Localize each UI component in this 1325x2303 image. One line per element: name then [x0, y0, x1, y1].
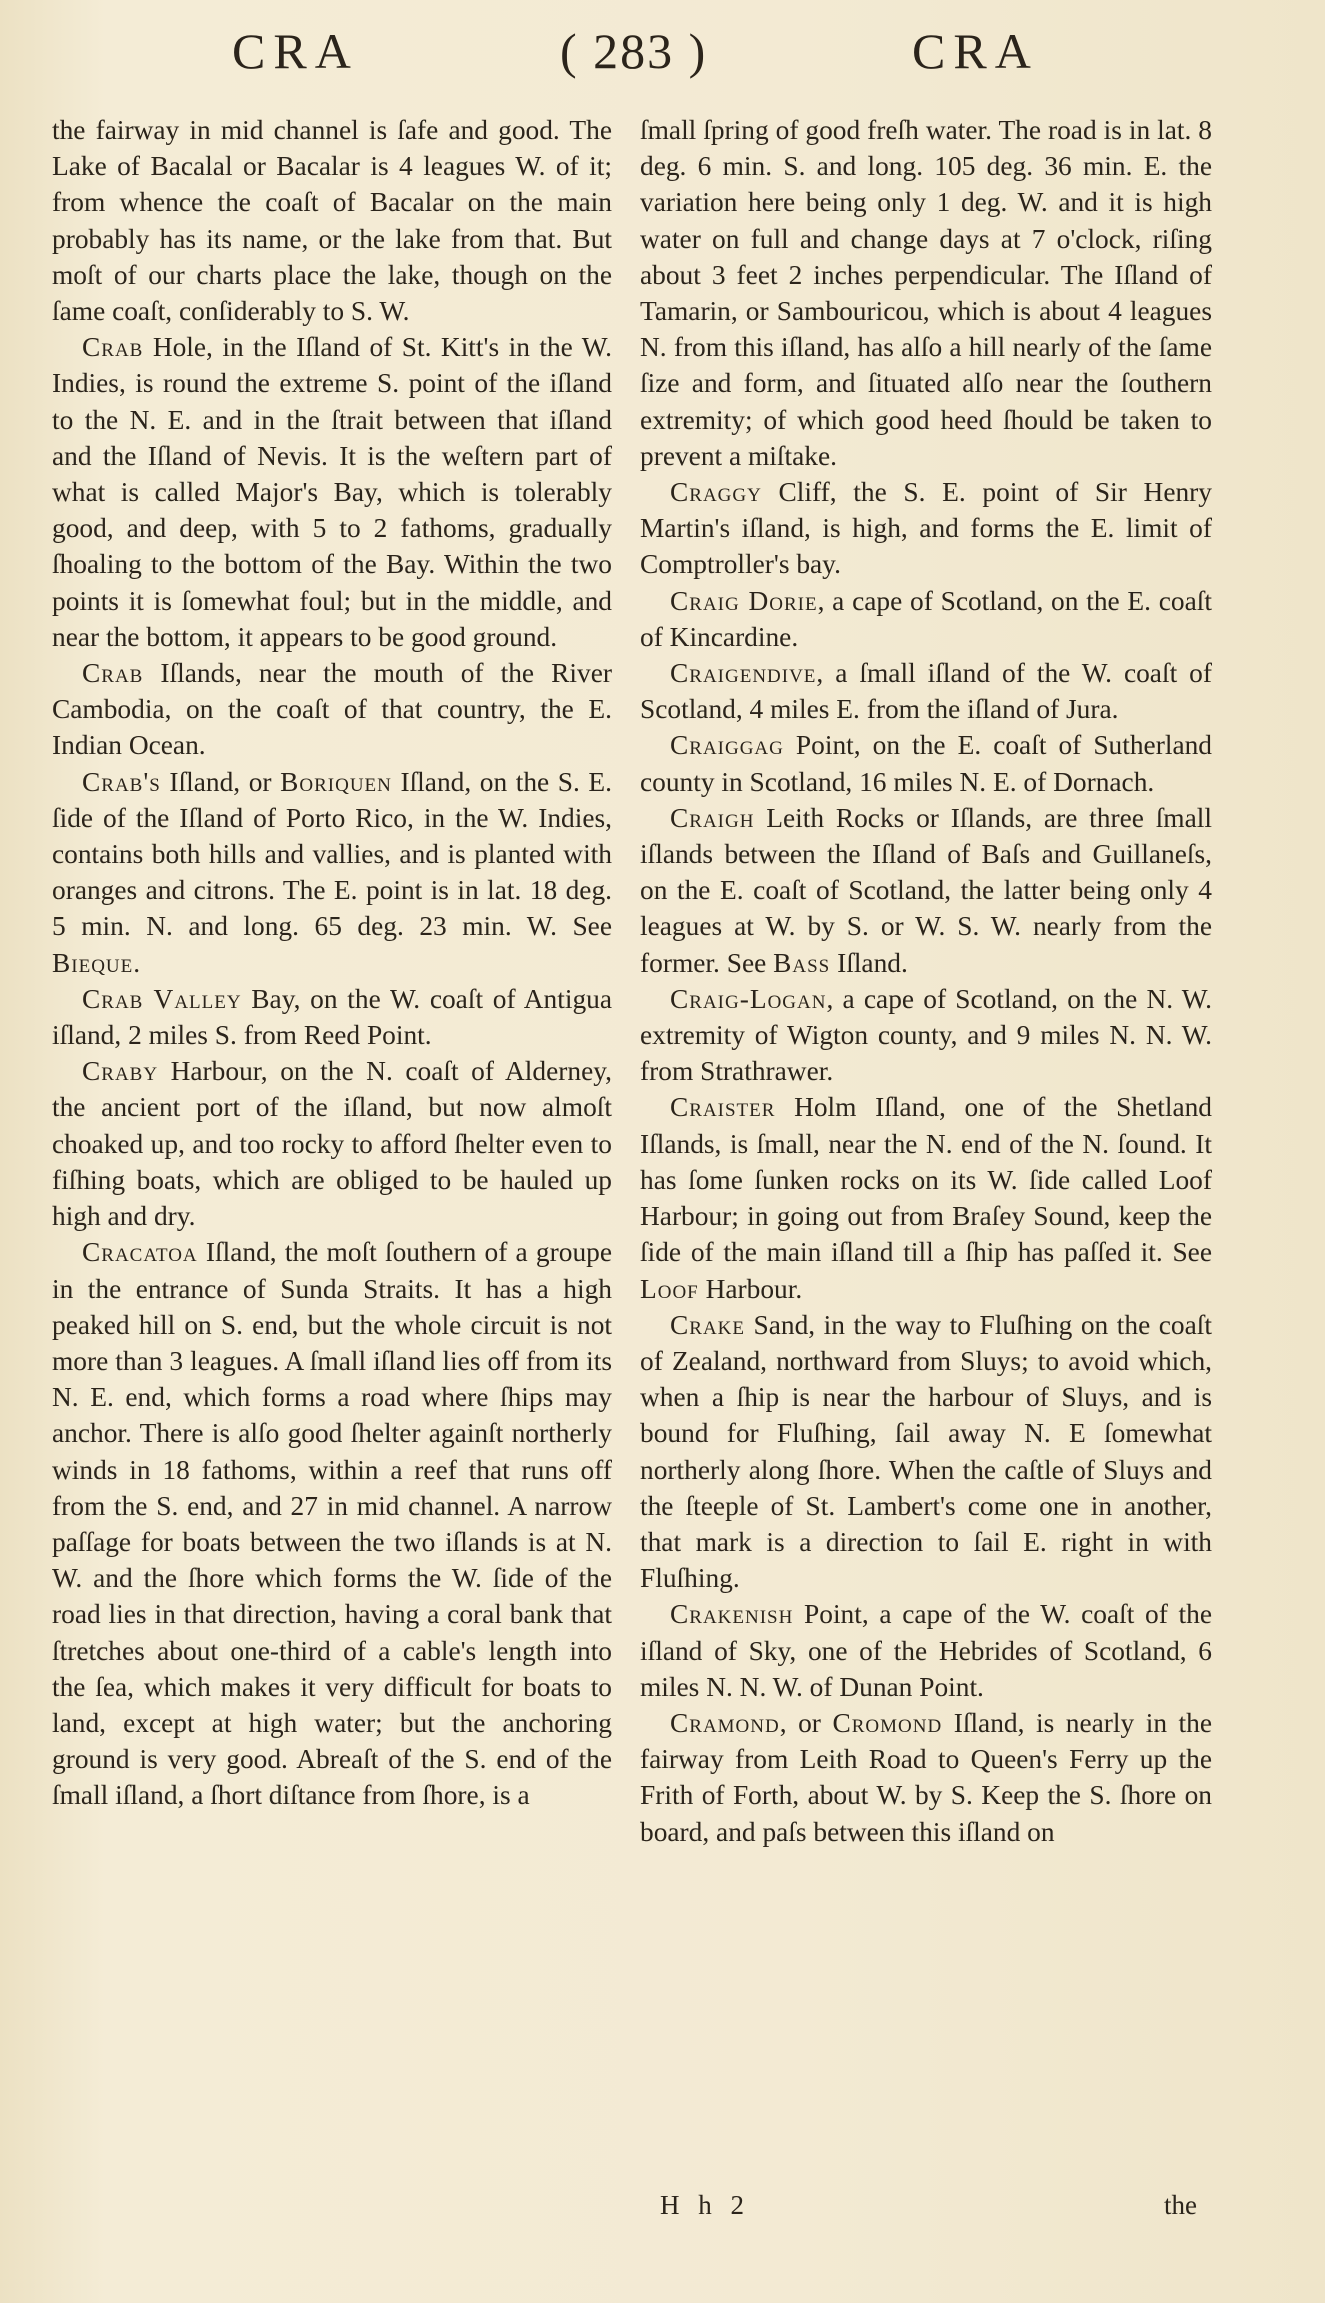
entry-headword: Crake [670, 1309, 745, 1340]
page-footer [0, 2190, 1325, 2230]
entry-text-end: . [133, 947, 141, 978]
entry-headword: Craig Dorie [670, 585, 818, 616]
entry-text: Leith Rocks or Iſlands, are three ſmall iſlands between the Iſland of Baſs and Guillaneſs, on the E. coaſt of Scotland, the latter being only 4 leagues at W. by S. or W. S. W. nearly from the former. See [640, 802, 1212, 978]
entry-text: Point, on the E. coaſt of Sutherland county in Scotland, 16 miles N. E. of Dornach. [640, 730, 1212, 797]
entry-text: , a cape of Scotland, on the N. W. extremity of Wigton county, and 9 miles N. N. W. from Strathrawer. [640, 983, 1212, 1087]
entry-crakenish [640, 1596, 1212, 1705]
entry-text: Point, a cape of the W. coaſt of the iſland of Sky, one of the Hebrides of Scotland, 6 miles N. N. W. of Dunan Point. [640, 1599, 1212, 1702]
entry-headword: Craggy [670, 477, 762, 508]
entry-craigendive [640, 655, 1212, 727]
entry-headword: Craister [670, 1092, 776, 1123]
cross-reference: Bass [773, 947, 831, 978]
entry-text: Cliff, the S. E. point of Sir Henry Martin's iſland, is high, and forms the E. limit of Comptroller's bay. [640, 477, 1212, 580]
entry-continuation: ſmall ſpring of good freſh water. The road is in lat. 8 deg. 6 min. S. and long. 105 deg. 36 min. E. the variation here being only 1 deg. W. and it is high water on full and change days at 7 o'clock, riſing about 3 feet 2 inches perpendicular. The Iſland of Tamarin, or Sambouricou, which is about 4 leagues N. from this iſland, has alſo a hill nearly of the ſame ſize and form, and ſituated alſo near the ſouthern extremity; of which good heed ſhould be taken to prevent a miſtake. [640, 115, 1212, 471]
entry-text-end: Iſland. [830, 947, 908, 978]
entry-crab-valley [52, 981, 612, 1053]
entry-text: Iſlands, near the mouth of the River Cambodia, on the coaſt of that country, the E. Indian Ocean. [52, 658, 612, 761]
cross-reference: Bieque [52, 947, 134, 978]
entry-cramond [640, 1705, 1212, 1850]
entry-craister [640, 1089, 1212, 1306]
entry-headword: Craby [82, 1056, 159, 1087]
entry-headword: Craigendive [670, 658, 817, 689]
entry-craig-logan [640, 981, 1212, 1090]
page-number: ( 283 ) [560, 23, 708, 79]
entry-craby [52, 1053, 612, 1234]
catchword: the [1164, 2190, 1197, 2220]
entry-text: Iſland, the moſt ſouthern of a groupe in the entrance of Sunda Straits. It has a high peaked hill on S. end, but the whole circuit is not more than 3 leagues. A ſmall iſland lies off from its N. E. end, which forms a road where ſhips may anchor. There is alſo good ſhelter againſt northerly winds in 18 fathoms, within a reef that runs off from the S. end, and 27 in mid channel. A narrow paſſage for boats between the two iſlands is at N. W. and the ſhore which forms the W. ſide of the road lies in that direction, having a coral bank that ſtretches about one-third of a cable's length into the ſea, which makes it very difficult for boats to land, except at high water; but the anchoring ground is very good. Abreaſt of the S. end of the ſmall iſland, a ſhort diſtance from ſhore, is a [52, 1237, 612, 1811]
entry-text: Harbour, on the N. coaſt of Alderney, the ancient port of the iſland, but now almoſt choaked up, and too rocky to afford ſhelter even to fiſhing boats, which are obliged to be hauled up high and dry. [52, 1056, 612, 1232]
entry-headword: Craiggag [670, 730, 784, 761]
entry-craigh-leith [640, 800, 1212, 981]
entry-headword: Cramond [670, 1707, 780, 1738]
entry-text: Iſland, on the S. E. ſide of the Iſland of Porto Rico, in the W. Indies, contains both hills and vallies, and is planted with oranges and citrons. The E. point is in lat. 18 deg. 5 min. N. and long. 65 deg. 23 min. W. See [52, 766, 612, 942]
cross-reference: Loof [640, 1273, 699, 1304]
right-column [640, 112, 1212, 1850]
entry-text: , a cape of Scotland, on the E. coaſt of Kincardine. [640, 585, 1212, 652]
entry-text: Bay, on the W. coaſt of Antigua iſland, 2 miles S. from Reed Point. [52, 983, 613, 1051]
entry-craggy [640, 474, 1212, 583]
entry-craig-dorie [640, 583, 1212, 655]
entry-crake [640, 1307, 1212, 1597]
entry-headword: Crab [82, 332, 144, 363]
entry-crabs-island [52, 764, 612, 981]
entry-text: Hole, in the Iſland of St. Kitt's in the W. Indies, is round the extreme S. point of the iſland to the N. E. and in the ſtrait between that iſland and the Iſland of Nevis. It is the weſtern part of what is called Major's Bay, which is tolerably good, and deep, with 5 to 2 fathoms, gradually ſhoaling to the bottom of the Bay. Within the two points it is ſomewhat foul; but in the middle, and near the bottom, it appears to be good ground. [52, 332, 612, 652]
entry-headword: Crakenish [670, 1599, 794, 1630]
signature-mark: H h 2 [660, 2190, 750, 2220]
entry-text: Sand, in the way to Fluſhing on the coaſt of Zealand, northward from Sluys; to avoid which, when a ſhip is near the harbour of Sluys, and is bound for Fluſhing, ſail away N. E ſomewhat northerly along ſhore. When the caſtle of Sluys and the ſteeple of St. Lambert's come one in another, that mark is a direction to ſail E. right in with Fluſhing. [640, 1309, 1212, 1594]
header-left-word: CRA [232, 23, 359, 79]
entry-headword: Craigh [670, 802, 755, 833]
entry-headword: Crab [82, 658, 144, 689]
entry-headword-alt: Boriquen [280, 766, 392, 797]
running-header [0, 22, 1325, 92]
left-column [52, 112, 612, 1814]
entry-text: , or [779, 1707, 833, 1738]
entry-craiggag [640, 727, 1212, 799]
header-right-word: CRA [912, 23, 1039, 79]
entry-text: , a ſmall iſland of the W. coaſt of Scotland, 4 miles E. from the iſland of Jura. [640, 658, 1212, 725]
entry-continuation: the fairway in mid channel is ſafe and good. The Lake of Bacalal or Bacalar is 4 leagues W. of it; from whence the coaſt of Bacalar on the main probably has its name, or the lake from that. But moſt of our charts place the lake, though on the ſame coaſt, conſiderably to S. W. [52, 115, 612, 327]
entry-text: Iſland, is nearly in the fairway from Leith Road to Queen's Ferry up the Frith of Forth, about W. by S. Keep the S. ſhore on board, and paſs between this iſland on [640, 1707, 1212, 1847]
entry-headword-alt: Cromond [832, 1707, 943, 1738]
entry-crab-hole [52, 329, 612, 655]
entry-cracatoa [52, 1234, 612, 1813]
entry-headword: Craig-Logan [670, 983, 827, 1014]
entry-crab-islands [52, 655, 612, 764]
entry-text: Iſland, or [160, 766, 281, 797]
entry-headword: Crab's [82, 766, 161, 797]
entry-headword: Crab Valley [82, 983, 242, 1014]
entry-text: Holm Iſland, one of the Shetland Iſlands, is ſmall, near the N. end of the N. ſound. It has ſome ſunken rocks on its W. ſide called Loof Harbour; in going out from Braſey Sound, keep the ſide of the main iſland till a ſhip has paſſed it. See [640, 1092, 1212, 1268]
entry-text-end: Harbour. [698, 1273, 803, 1304]
entry-headword: Cracatoa [82, 1237, 198, 1268]
